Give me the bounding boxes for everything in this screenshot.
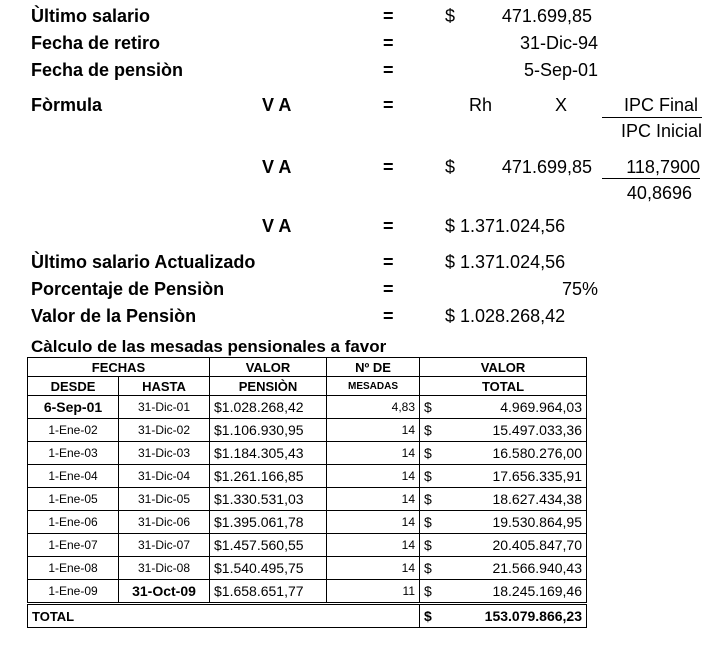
cell-total-value: 15.497.033,36: [492, 422, 582, 438]
table-row: [28, 396, 587, 419]
cell-total: [420, 534, 587, 557]
formula-label: Fòrmula: [31, 95, 103, 115]
actualizado-label: Ùltimo salario Actualizado: [31, 252, 256, 272]
cell-currency: $: [424, 583, 432, 599]
cell-total-value: 4.969.964,03: [500, 399, 582, 415]
cell-desde: 1-Ene-08: [28, 557, 119, 580]
header-mesadas: MESADAS: [327, 377, 420, 396]
va-label: V A: [262, 95, 292, 115]
total-cell: [420, 604, 587, 628]
equals-sign: =: [383, 279, 394, 299]
cell-total: [420, 419, 587, 442]
table-row: [28, 580, 587, 604]
cell-currency: $: [424, 468, 432, 484]
table-title: Càlculo de las mesadas pensionales a favor: [31, 337, 387, 356]
fecha-retiro-value: 31-Dic-94: [519, 33, 598, 53]
valor-pension-label: Valor de la Pensiòn: [31, 306, 197, 326]
cell-mesadas: 14: [327, 534, 420, 557]
cell-pension: $1.457.560,55: [210, 534, 327, 557]
cell-mesadas: 14: [327, 465, 420, 488]
cell-hasta: 31-Dic-05: [119, 488, 210, 511]
equals-sign: =: [383, 252, 394, 272]
total-currency: $: [424, 608, 432, 624]
table-row: [28, 534, 587, 557]
equals-sign: =: [383, 33, 394, 53]
header-total: TOTAL: [420, 377, 587, 396]
x-symbol: X: [555, 95, 568, 115]
cell-total-value: 19.530.864,95: [492, 514, 582, 530]
cell-hasta: 31-Oct-09: [119, 580, 210, 604]
equals-sign: =: [383, 60, 394, 80]
cell-hasta: 31-Dic-07: [119, 534, 210, 557]
cell-currency: $: [424, 399, 432, 415]
cell-hasta: 31-Dic-06: [119, 511, 210, 534]
ipc-inicial-value: 40,8696: [626, 183, 692, 203]
ipc-final-value: 118,7900: [626, 157, 700, 177]
cell-mesadas: 14: [327, 488, 420, 511]
header-valor: VALOR: [210, 358, 327, 377]
cell-mesadas: 14: [327, 419, 420, 442]
cell-total: [420, 557, 587, 580]
va-label: V A: [262, 216, 292, 236]
cell-total-value: 21.566.940,43: [492, 560, 582, 576]
currency-sign: $: [445, 6, 456, 26]
cell-desde: 1-Ene-04: [28, 465, 119, 488]
cell-desde: 1-Ene-05: [28, 488, 119, 511]
total-value: 153.079.866,23: [484, 608, 582, 624]
cell-mesadas: 14: [327, 442, 420, 465]
total-label: TOTAL: [28, 604, 420, 628]
va-result-value: $ 1.371.024,56: [445, 216, 566, 236]
cell-hasta: 31-Dic-01: [119, 396, 210, 419]
header-hasta: HASTA: [119, 377, 210, 396]
fecha-pension-label: Fecha de pensiòn: [31, 60, 184, 80]
table-row: [28, 442, 587, 465]
cell-total: [420, 580, 587, 604]
cell-pension: $1.261.166,85: [210, 465, 327, 488]
header-valor-total: VALOR: [420, 358, 587, 377]
fraction-line: [602, 178, 700, 179]
equals-sign: =: [383, 95, 394, 115]
cell-total-value: 18.627.434,38: [492, 491, 582, 507]
cell-pension: $1.658.651,77: [210, 580, 327, 604]
cell-total-value: 20.405.847,70: [492, 537, 582, 553]
cell-desde: 1-Ene-03: [28, 442, 119, 465]
table-row: [28, 419, 587, 442]
cell-pension: $1.184.305,43: [210, 442, 327, 465]
table-row: [28, 465, 587, 488]
table-row: [28, 511, 587, 534]
cell-desde: 1-Ene-06: [28, 511, 119, 534]
header-pension: PENSIÒN: [210, 377, 327, 396]
actualizado-value: $ 1.371.024,56: [445, 252, 566, 272]
cell-desde: 1-Ene-09: [28, 580, 119, 604]
currency-sign: $: [445, 157, 456, 177]
fecha-pension-value: 5-Sep-01: [523, 60, 598, 80]
ipc-inicial-label: IPC Inicial: [620, 121, 702, 141]
cell-mesadas: 14: [327, 557, 420, 580]
cell-total: [420, 511, 587, 534]
cell-total: [420, 488, 587, 511]
equals-sign: =: [383, 157, 394, 177]
cell-hasta: 31-Dic-03: [119, 442, 210, 465]
cell-total: [420, 465, 587, 488]
header-no-de: Nº DE: [327, 358, 420, 377]
cell-total-value: 17.656.335,91: [492, 468, 582, 484]
cell-currency: $: [424, 560, 432, 576]
cell-desde: 1-Ene-07: [28, 534, 119, 557]
va-label: V A: [262, 157, 292, 177]
header-desde: DESDE: [28, 377, 119, 396]
salario-value: 471.699,85: [501, 157, 592, 177]
cell-pension: $1.028.268,42: [210, 396, 327, 419]
porcentaje-label: Porcentaje de Pensiòn: [31, 279, 225, 299]
equals-sign: =: [383, 306, 394, 326]
cell-total-value: 18.245.169,46: [492, 583, 582, 599]
table-row: [28, 557, 587, 580]
cell-pension: $1.106.930,95: [210, 419, 327, 442]
cell-mesadas: 4,83: [327, 396, 420, 419]
ultimo-salario-label: Ùltimo salario: [31, 6, 151, 26]
table-body: [28, 396, 587, 604]
ultimo-salario-value: 471.699,85: [501, 6, 592, 26]
ipc-final-label: IPC Final: [623, 95, 698, 115]
fraction-line: [602, 117, 702, 118]
cell-total: [420, 396, 587, 419]
cell-mesadas: 11: [327, 580, 420, 604]
cell-desde: 6-Sep-01: [28, 396, 119, 419]
equals-sign: =: [383, 6, 394, 26]
cell-hasta: 31-Dic-08: [119, 557, 210, 580]
mesadas-table: [27, 357, 587, 628]
cell-hasta: 31-Dic-04: [119, 465, 210, 488]
cell-currency: $: [424, 445, 432, 461]
table-row: [28, 488, 587, 511]
fecha-retiro-label: Fecha de retiro: [31, 33, 161, 53]
cell-currency: $: [424, 422, 432, 438]
equals-sign: =: [383, 216, 394, 236]
cell-pension: $1.330.531,03: [210, 488, 327, 511]
valor-pension-value: $ 1.028.268,42: [445, 306, 566, 326]
cell-currency: $: [424, 491, 432, 507]
cell-total-value: 16.580.276,00: [492, 445, 582, 461]
cell-desde: 1-Ene-02: [28, 419, 119, 442]
cell-currency: $: [424, 537, 432, 553]
header-fechas: FECHAS: [28, 358, 210, 377]
porcentaje-value: 75%: [561, 279, 598, 299]
rh-symbol: Rh: [469, 95, 493, 115]
cell-hasta: 31-Dic-02: [119, 419, 210, 442]
cell-pension: $1.540.495,75: [210, 557, 327, 580]
cell-currency: $: [424, 514, 432, 530]
cell-mesadas: 14: [327, 511, 420, 534]
cell-total: [420, 442, 587, 465]
cell-pension: $1.395.061,78: [210, 511, 327, 534]
